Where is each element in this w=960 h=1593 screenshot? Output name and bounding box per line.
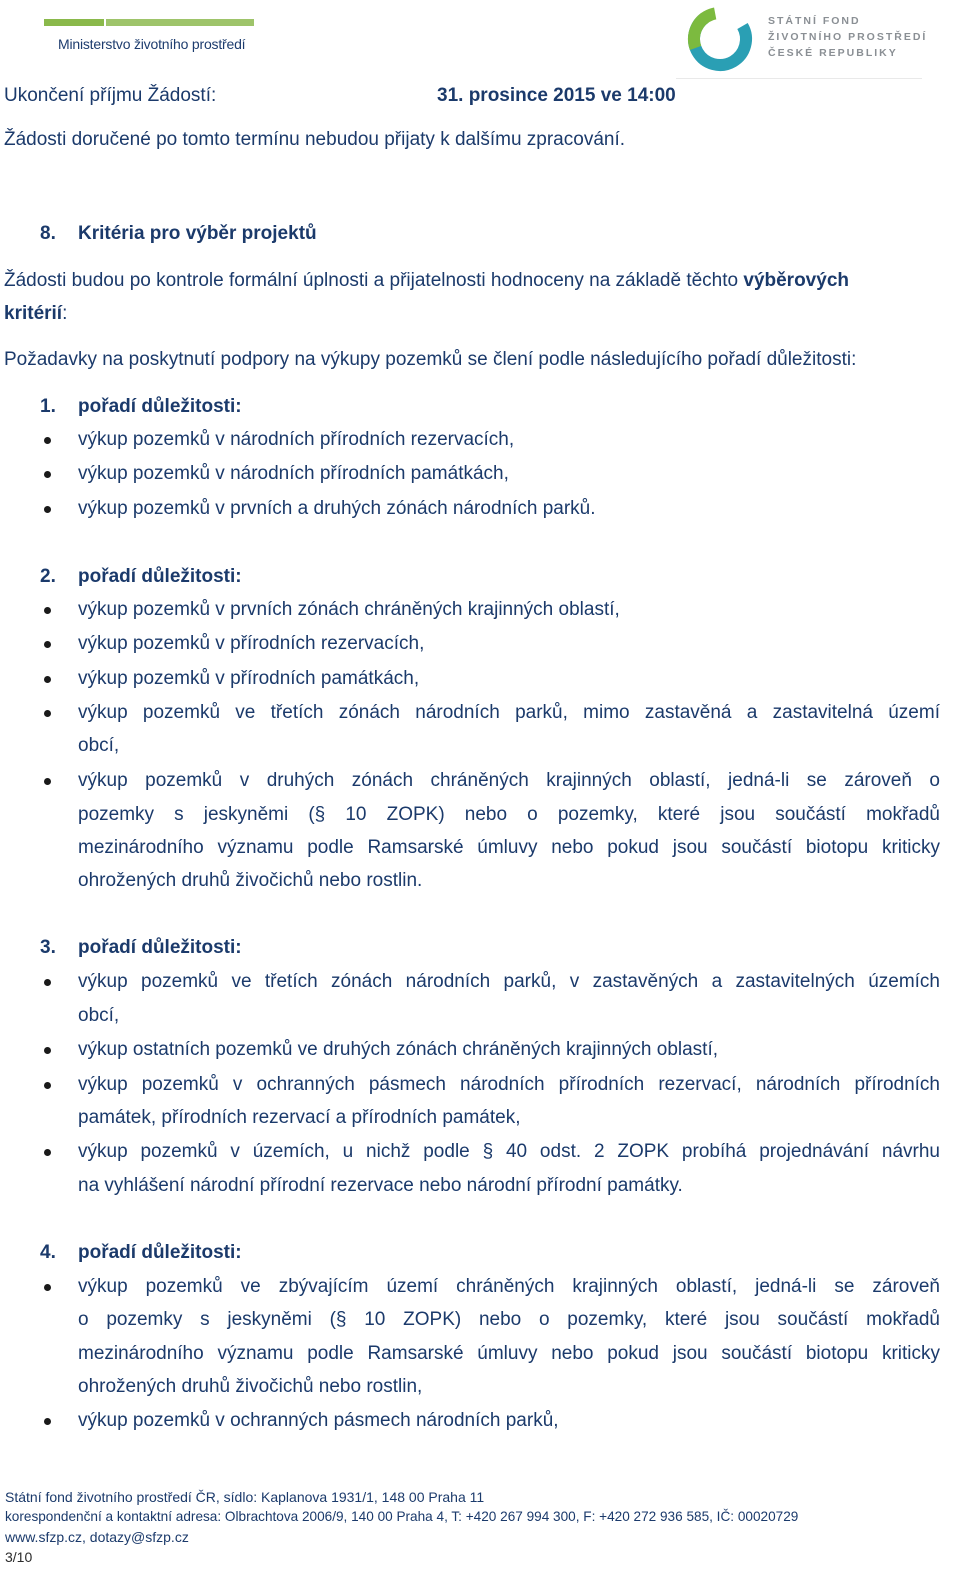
ministry-logo (44, 16, 256, 60)
list-item: výkup pozemků ve třetích zónách národních parků, mimo zastavěná a zastavitelná území (78, 702, 940, 723)
list-item-continuation: obcí, (78, 1005, 120, 1026)
bullet-icon (44, 607, 51, 614)
intro-text: : (62, 303, 68, 324)
list-item: výkup pozemků v ochranných pásmech národních přírodních rezervací, národních přírodních (78, 1074, 940, 1095)
list-item-continuation: ohrožených druhů živočichů nebo rostlin, (78, 1376, 423, 1397)
list-item: výkup pozemků v prvních zónách chráněných krajinných oblastí, (78, 599, 620, 620)
intro-bold-text: kritérií (4, 303, 63, 324)
bullet-icon (44, 437, 51, 444)
list-item: výkup pozemků ve zbývajícím území chráněných krajinných oblastí, jedná-li se zároveň (78, 1276, 940, 1297)
list-item: výkup pozemků v národních přírodních rezervacích, (78, 429, 515, 450)
priority-label: pořadí důležitosti: (78, 396, 242, 417)
footer-contact: korespondenční a kontaktní adresa: Olbrachtova 2006/9, 140 00 Praha 4, T: +420 267 994 300, F: +420 272 936 585, IČ: 00020729 (5, 1509, 799, 1524)
intro-bold-text: výběrových (743, 270, 849, 291)
section-intro-line2 (4, 302, 67, 326)
sfzp-emblem-icon (686, 4, 756, 74)
bullet-icon (44, 1082, 51, 1089)
list-item: výkup pozemků v prvních a druhých zónách národních parků. (78, 498, 596, 519)
deadline-label: Ukončení příjmu Žádostí: (4, 85, 217, 106)
list-item: výkup pozemků v přírodních památkách, (78, 668, 420, 689)
bullet-icon (44, 471, 51, 478)
list-item: výkup pozemků ve třetích zónách národních parků, v zastavěných a zastavitelných územích (78, 971, 940, 992)
sfzp-logo-line: ČESKÉ REPUBLIKY (768, 47, 898, 59)
list-item-continuation: památek, přírodních rezervací a přírodních památek, (78, 1107, 521, 1128)
sfzp-logo-line: ŽIVOTNÍHO PROSTŘEDÍ (768, 31, 928, 43)
bullet-icon (44, 1418, 51, 1425)
bullet-icon (44, 1284, 51, 1291)
list-item-continuation: obcí, (78, 735, 120, 756)
ministry-logo-text: Ministerstvo životního prostředí (58, 36, 246, 52)
list-item-continuation: ohrožených druhů živočichů nebo rostlin. (78, 870, 423, 891)
deadline-value: 31. prosince 2015 ve 14:00 (437, 85, 676, 106)
sfzp-logo (686, 4, 926, 74)
priority-label: pořadí důležitosti: (78, 566, 242, 587)
bullet-icon (44, 506, 51, 513)
priority-number: 2. (40, 566, 56, 587)
list-item-continuation: o pozemky s jeskyněmi (§ 10 ZOPK) nebo o pozemky, které jsou součástí mokřadů (78, 1309, 940, 1330)
section-number: 8. (40, 223, 56, 244)
list-item-continuation: mezinárodního významu podle Ramsarské úmluvy nebo pokud jsou součástí biotopu kriticky (78, 837, 940, 858)
bullet-icon (44, 676, 51, 683)
bullet-icon (44, 710, 51, 717)
priority-number: 4. (40, 1242, 56, 1263)
bullet-icon (44, 641, 51, 648)
priority-label: pořadí důležitosti: (78, 1242, 242, 1263)
priority-number: 1. (40, 396, 56, 417)
page-number: 3/10 (5, 1549, 33, 1565)
sfzp-logo-line: STÁTNÍ FOND (768, 15, 861, 27)
bullet-icon (44, 1149, 51, 1156)
list-item: výkup pozemků v přírodních rezervacích, (78, 633, 425, 654)
logo-bar (106, 19, 254, 26)
section-title: Kritéria pro výběr projektů (78, 223, 317, 244)
list-item: výkup pozemků v územích, u nichž podle § 40 odst. 2 ZOPK probíhá projednávání návrhu (78, 1141, 940, 1162)
footer-web: www.sfzp.cz, dotazy@sfzp.cz (5, 1529, 189, 1545)
priority-number: 3. (40, 937, 56, 958)
bullet-icon (44, 778, 51, 785)
list-item: výkup pozemků v národních přírodních památkách, (78, 463, 509, 484)
bullet-icon (44, 1047, 51, 1054)
list-item: výkup pozemků v ochranných pásmech národních parků, (78, 1410, 559, 1431)
logo-bar (44, 19, 104, 26)
intro-text: Žádosti budou po kontrole formální úplnosti a přijatelnosti hodnoceny na základě těchto (4, 270, 739, 291)
list-item-continuation: mezinárodního významu podle Ramsarské úmluvy nebo pokud jsou součástí biotopu kriticky (78, 1343, 940, 1364)
list-item: výkup pozemků v druhých zónách chráněných krajinných oblastí, jedná-li se zároveň o (78, 770, 940, 791)
priority-label: pořadí důležitosti: (78, 937, 242, 958)
header-divider (676, 78, 922, 79)
bullet-icon (44, 979, 51, 986)
order-sentence: Požadavky na poskytnutí podpory na výkupy pozemků se člení podle následujícího pořadí důležitosti: (4, 349, 857, 370)
list-item-continuation: pozemky s jeskyněmi (§ 10 ZOPK) nebo o pozemky, které jsou součástí mokřadů (78, 804, 940, 825)
deadline-note: Žádosti doručené po tomto termínu nebudou přijaty k dalšímu zpracování. (4, 129, 626, 150)
list-item: výkup ostatních pozemků ve druhých zónách chráněných krajinných oblastí, (78, 1039, 719, 1060)
footer-address: Státní fond životního prostředí ČR, sídlo: Kaplanova 1931/1, 148 00 Praha 11 (5, 1489, 485, 1505)
sfzp-logo-text (768, 13, 927, 61)
section-intro (4, 269, 849, 293)
list-item-continuation: na vyhlášení národní přírodní rezervace nebo národní přírodní památky. (78, 1175, 683, 1196)
